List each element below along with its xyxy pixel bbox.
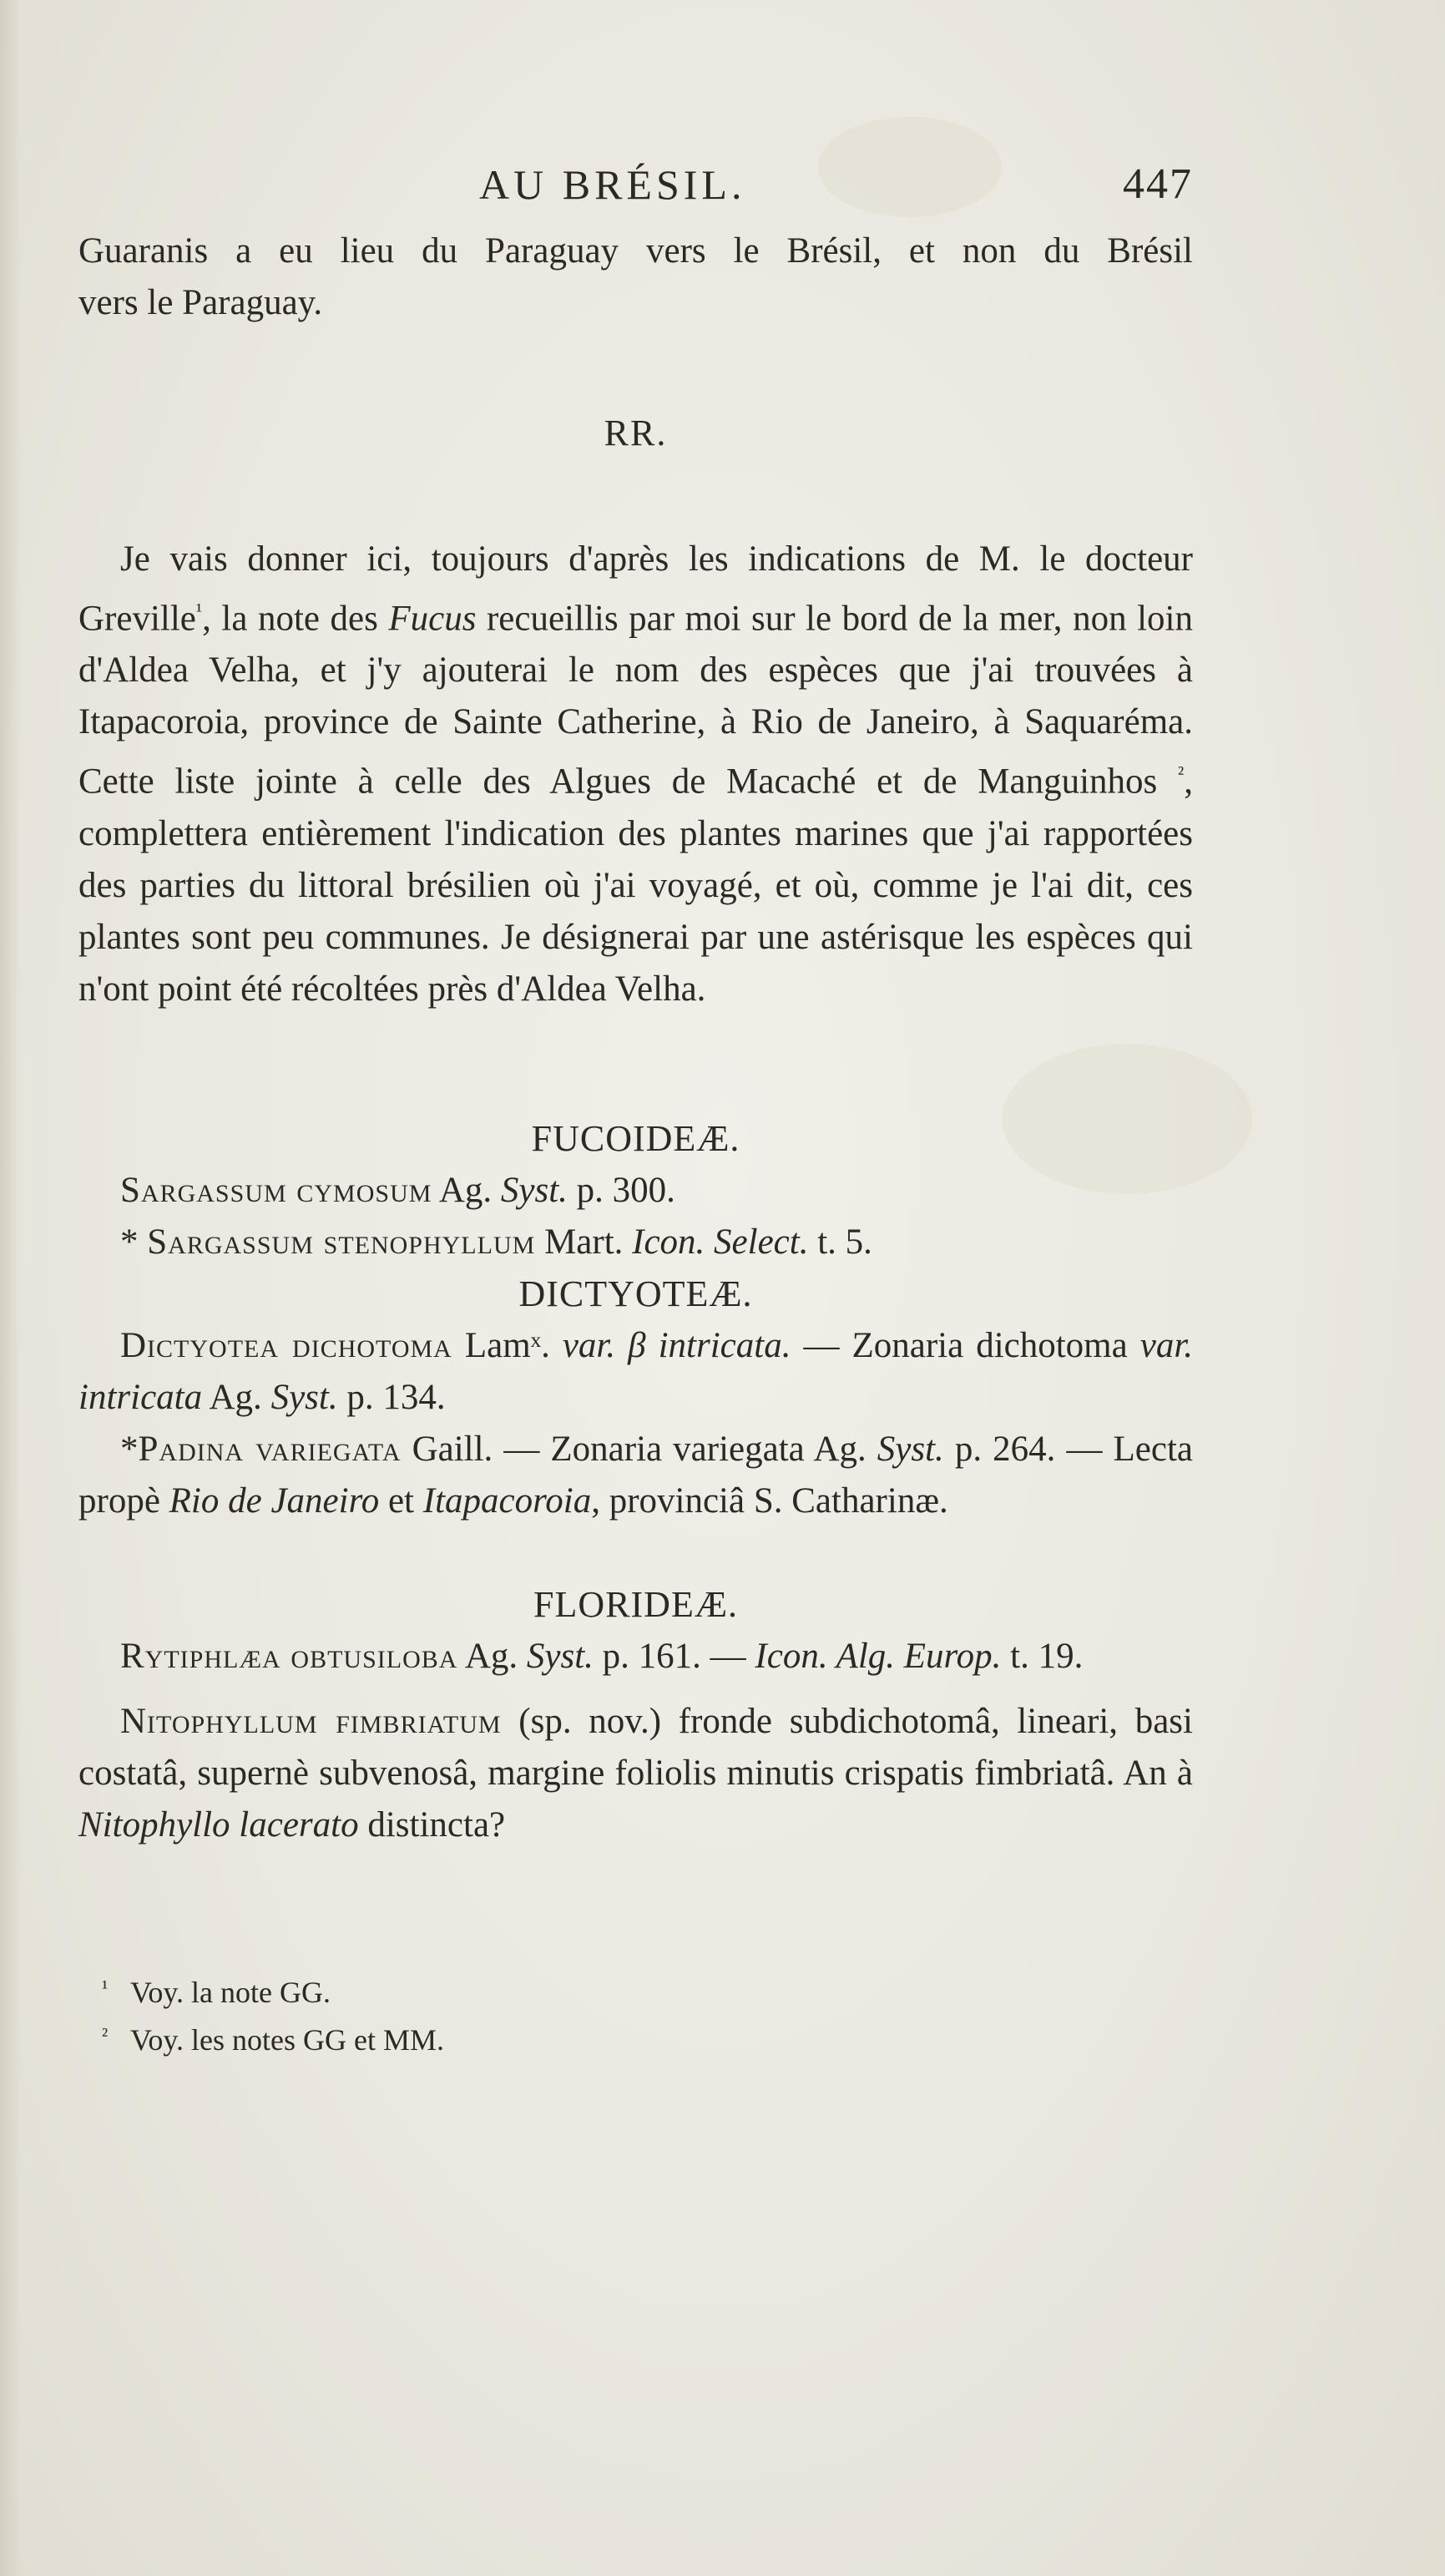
footnote-text: Voy. la note GG. bbox=[130, 1976, 331, 2009]
species-name: Rytiphlæa obtusiloba bbox=[120, 1637, 458, 1676]
intro-text-1: Je vais donner ici, toujours d'après les indications de M. le docteur Greville bbox=[78, 539, 1193, 639]
conjunction: et bbox=[387, 1481, 415, 1521]
work-title: Syst. bbox=[270, 1378, 338, 1417]
author: Ag. bbox=[209, 1378, 262, 1417]
carryover-line-1: Guaranis a eu lieu du Paraguay vers le Brésil, et non du Brésil bbox=[78, 231, 1193, 271]
work-title: Icon. Alg. Europ. bbox=[755, 1637, 1002, 1676]
author: Ag. bbox=[464, 1637, 518, 1676]
footnote-ref-1: ¹ bbox=[195, 600, 203, 622]
reference: p. 161. — bbox=[602, 1637, 746, 1676]
reference: p. 264. — Lecta propè bbox=[78, 1430, 1194, 1521]
intro-text-2: , la note des bbox=[202, 599, 378, 639]
reference: t. 19. bbox=[1010, 1637, 1084, 1676]
question: distincta? bbox=[367, 1805, 506, 1845]
running-header bbox=[78, 159, 1193, 217]
heading-dictyoteae: DICTYOTEÆ. bbox=[518, 1273, 753, 1314]
species-name: Sargassum stenophyllum bbox=[147, 1222, 536, 1262]
work-title: Syst. bbox=[526, 1637, 594, 1676]
species-entry bbox=[78, 1165, 1193, 1217]
species-entry bbox=[78, 1424, 1193, 1527]
footnote-text: Voy. les notes GG et MM. bbox=[130, 2023, 444, 2057]
species-name: Nitophyllum fimbriatum bbox=[120, 1702, 502, 1741]
intro-text-3: recueillis par moi sur le bord de la mer, non loin d'Aldea Velha, et j'y ajouterai le nom des espèces que j'ai trouvées à Itapacoroia, province de Sainte Catherine, à Rio de Janeiro, à Saquaréma. Cette liste jointe à celle des Algues de Macaché et de Manguinhos bbox=[78, 599, 1193, 802]
work-title: Icon. Select. bbox=[632, 1222, 809, 1262]
footnote bbox=[102, 1966, 937, 2014]
reference: p. 134. bbox=[346, 1378, 446, 1417]
running-title: AU BRÉSIL. bbox=[479, 161, 746, 208]
description: (sp. nov.) fronde subdichotomâ, lineari, basi costatâ, supernè subvenosâ, margine foliolis minutis crispatis fimbriatâ. An à bbox=[78, 1702, 1193, 1793]
region: , provinciâ S. Catharinæ. bbox=[591, 1481, 948, 1521]
footnote bbox=[102, 2014, 937, 2062]
species-name: Sargassum cymosum bbox=[120, 1171, 432, 1210]
variety: var. intricata bbox=[78, 1326, 1194, 1417]
species-entry bbox=[78, 1217, 1193, 1268]
asterisk-mark: * bbox=[120, 1430, 139, 1469]
reference: t. 5. bbox=[817, 1222, 872, 1262]
work-title: Syst. bbox=[877, 1430, 944, 1469]
fucoideae-entries bbox=[78, 1165, 1193, 1268]
page-gutter-shadow bbox=[0, 0, 22, 2576]
work-title: Syst. bbox=[500, 1171, 568, 1210]
page-number: 447 bbox=[1123, 160, 1193, 208]
species-entry bbox=[78, 1631, 1193, 1683]
species-name: Dictyotea dichotoma bbox=[120, 1326, 452, 1365]
footnote-ref-2: ² bbox=[1178, 763, 1185, 786]
footnote-marker: ¹ bbox=[102, 1977, 109, 1999]
carryover-line-2: vers le Paraguay. bbox=[78, 283, 323, 322]
intro-paragraph bbox=[78, 534, 1193, 1015]
heading-florideae: FLORIDEÆ. bbox=[533, 1584, 738, 1625]
variety: var. β intricata. bbox=[562, 1326, 791, 1365]
author: Mart. bbox=[544, 1222, 624, 1262]
synonym: Gaill. — Zonaria variegata Ag. bbox=[412, 1430, 866, 1469]
footnote-marker: ² bbox=[102, 2025, 109, 2047]
fucus-term: Fucus bbox=[388, 599, 477, 639]
species-name: Padina variegata bbox=[138, 1430, 402, 1469]
heading-fucoideae: FUCOIDEÆ. bbox=[531, 1118, 740, 1159]
species-entry bbox=[78, 1696, 1193, 1851]
carryover-paragraph bbox=[78, 225, 1193, 329]
intro-text-4: , complettera entièrement l'indication des plantes marines que j'ai rapportées des parties du littoral brésilien où j'ai voyagé, et où, comme je l'ai dit, ces plantes sont peu communes. Je désignerai par une astérisque les espèces qui n'ont point été récoltées près d'Aldea Velha. bbox=[78, 762, 1193, 1009]
dictyoteae-entries bbox=[78, 1320, 1193, 1527]
section-title: RR. bbox=[604, 412, 668, 453]
reference: p. 300. bbox=[576, 1171, 675, 1210]
synonym: — Zonaria dichotoma bbox=[803, 1326, 1128, 1365]
author: Ag. bbox=[438, 1171, 493, 1210]
locality: Itapacoroia bbox=[422, 1481, 592, 1521]
comparison-species: Nitophyllo lacerato bbox=[78, 1805, 359, 1845]
florideae-entries bbox=[78, 1631, 1193, 1851]
author: Lamˣ. bbox=[464, 1326, 550, 1365]
footnotes bbox=[102, 1966, 937, 2062]
locality: Rio de Janeiro bbox=[169, 1481, 380, 1521]
species-entry bbox=[78, 1320, 1193, 1424]
asterisk-mark: * bbox=[120, 1222, 139, 1262]
